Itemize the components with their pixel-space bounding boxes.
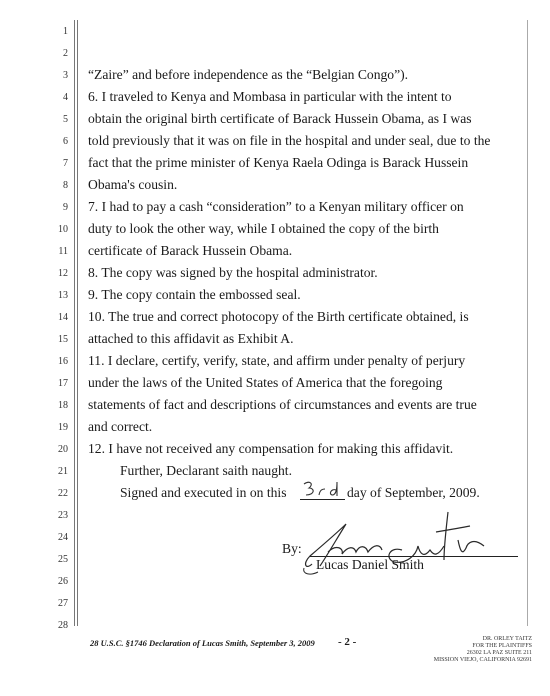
line-number: 23 xyxy=(58,510,68,521)
line-number: 18 xyxy=(58,400,68,411)
line-number: 9 xyxy=(63,202,68,213)
line-number: 25 xyxy=(58,554,68,565)
footer-document-title: 28 U.S.C. §1746 Declaration of Lucas Smith, September 3, 2009 xyxy=(90,638,315,648)
body-line: under the laws of the United States of America that the foregoing xyxy=(88,375,443,390)
attorney-line: 26302 LA PAZ SUITE 211 xyxy=(466,650,532,656)
body-line: 7. I had to pay a cash “consideration” to a Kenyan military officer on xyxy=(88,199,464,214)
body-line: “Zaire” and before independence as the “Belgian Congo”). xyxy=(88,67,409,82)
line-number: 27 xyxy=(58,598,68,609)
margin-rule-right xyxy=(527,20,528,626)
line-number: 26 xyxy=(58,576,68,587)
body-line: 6. I traveled to Kenya and Mombasa in particular with the intent to xyxy=(88,89,452,104)
line-number: 20 xyxy=(58,444,68,455)
body-line: day of September, 2009. xyxy=(347,485,480,500)
line-number: 15 xyxy=(58,334,68,345)
line-number: 4 xyxy=(63,92,68,103)
line-number: 12 xyxy=(58,268,68,279)
margin-rule-left-inner xyxy=(77,20,78,626)
body-line: and correct. xyxy=(88,419,153,434)
body-line: 10. The true and correct photocopy of the Birth certificate obtained, is xyxy=(88,309,469,324)
attorney-line: DR. ORLEY TAITZ xyxy=(482,636,532,642)
line-number: 21 xyxy=(58,466,68,477)
line-number: 14 xyxy=(58,312,68,323)
body-line: 8. The copy was signed by the hospital administrator. xyxy=(88,265,378,280)
line-number: 5 xyxy=(63,114,68,125)
line-number: 16 xyxy=(58,356,68,367)
line-number: 28 xyxy=(58,620,68,631)
line-number: 2 xyxy=(63,48,68,59)
line-number: 13 xyxy=(58,290,68,301)
line-number: 8 xyxy=(63,180,68,191)
body-line: Obama's cousin. xyxy=(88,177,178,192)
margin-rule-left xyxy=(74,20,75,626)
line-number: 1 xyxy=(63,26,68,37)
signer-name: Lucas Daniel Smith xyxy=(316,557,424,572)
page-number: - 2 - xyxy=(338,636,357,648)
body-line: fact that the prime minister of Kenya Raela Odinga is Barack Hussein xyxy=(88,155,469,170)
attorney-line: FOR THE PLAINTIFFS xyxy=(472,643,532,649)
line-number: 24 xyxy=(58,532,68,543)
body-line: 11. I declare, certify, verify, state, and affirm under penalty of perjury xyxy=(88,353,466,368)
line-number: 17 xyxy=(58,378,68,389)
line-number: 7 xyxy=(63,158,68,169)
line-number: 10 xyxy=(58,224,68,235)
body-line: Signed and executed in on this xyxy=(120,485,287,500)
body-line: statements of fact and descriptions of circumstances and events are true xyxy=(88,397,477,412)
attorney-block xyxy=(406,636,532,664)
line-number: 3 xyxy=(63,70,68,81)
body-line: 12. I have not received any compensation for making this affidavit. xyxy=(88,441,454,456)
line-number: 11 xyxy=(58,246,68,257)
body-line: 9. The copy contain the embossed seal. xyxy=(88,287,301,302)
line-number: 22 xyxy=(58,488,68,499)
body-line: attached to this affidavit as Exhibit A. xyxy=(88,331,294,346)
line-number: 19 xyxy=(58,422,68,433)
handwritten-day xyxy=(300,478,346,500)
body-line: certificate of Barack Hussein Obama. xyxy=(88,243,293,258)
body-line: duty to look the other way, while I obtained the copy of the birth xyxy=(88,221,439,236)
attorney-line: MISSION VIEJO, CALIFORNIA 92691 xyxy=(433,657,532,663)
by-label: By: xyxy=(282,541,302,556)
body-line: obtain the original birth certificate of Barack Hussein Obama, as I was xyxy=(88,111,472,126)
line-number: 6 xyxy=(63,136,68,147)
body-line: Further, Declarant saith naught. xyxy=(120,463,292,478)
body-line: told previously that it was on file in the hospital and under seal, due to the xyxy=(88,133,491,148)
